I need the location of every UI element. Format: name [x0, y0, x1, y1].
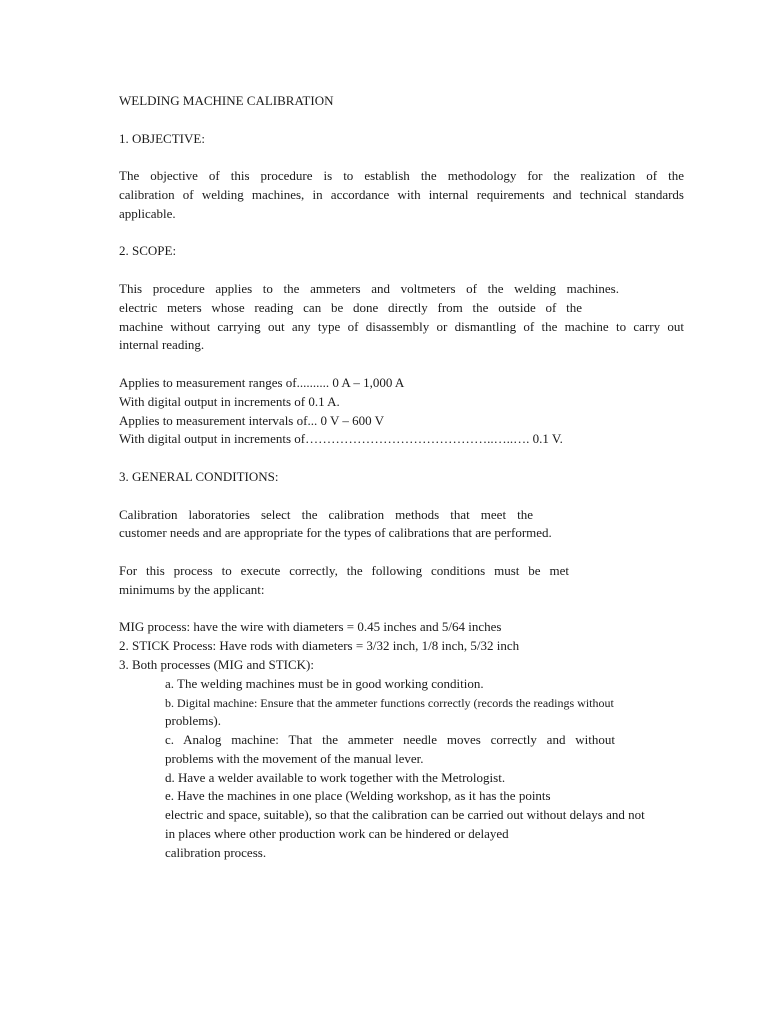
list-item-b-line-2: problems). [165, 713, 221, 729]
document-page [119, 92, 684, 863]
list-item-c-line-2: problems with the movement of the manual lever. [165, 750, 424, 766]
general-conditions-heading: 3. GENERAL CONDITIONS: [119, 468, 279, 484]
conditions-paragraph-1-line-1: Calibration laboratories select the calibration methods that meet the [119, 506, 533, 522]
conditions-paragraph-2-line-1: For this process to execute correctly, the following conditions must be met [119, 562, 569, 578]
increment-voltage: With digital output in increments of……………………………………..…..…. 0.1 V. [119, 431, 563, 447]
list-item-e-line-2: electric and space, suitable), so that the calibration can be carried out without delays and not [165, 807, 645, 823]
scope-line-2: electric meters whose reading can be done directly from the outside of the [119, 299, 582, 315]
conditions-paragraph-2-line-2: minimums by the applicant: [119, 581, 265, 597]
process-stick: 2. STICK Process: Have rods with diameters = 3/32 inch, 1/8 inch, 5/32 inch [119, 638, 520, 654]
process-mig: MIG process: have the wire with diameters = 0.45 inches and 5/64 inches [119, 619, 502, 635]
objective-line-3: applicable. [119, 205, 176, 221]
scope-line-3: machine without carrying out any type of disassembly or dismantling of the machine to carry out [119, 318, 684, 334]
process-both: 3. Both processes (MIG and STICK): [119, 656, 314, 672]
range-current: Applies to measurement ranges of.......... 0 A – 1,000 A [119, 374, 405, 390]
list-item-d: d. Have a welder available to work together with the Metrologist. [165, 769, 506, 785]
objective-line-1: The objective of this procedure is to establish the methodology for the realization of the [119, 168, 684, 184]
conditions-paragraph-1-line-2: customer needs and are appropriate for the types of calibrations that are performed. [119, 525, 552, 541]
list-item-e-line-3: in places where other production work can be hindered or delayed [165, 826, 509, 842]
document-title: WELDING MACHINE CALIBRATION [119, 93, 334, 108]
range-voltage: Applies to measurement intervals of... 0 V – 600 V [119, 412, 385, 428]
list-item-b-line-1: b. Digital machine: Ensure that the ammeter functions correctly (records the readings without [165, 695, 614, 710]
list-item-a: a. The welding machines must be in good working condition. [165, 675, 484, 691]
objective-heading: 1. OBJECTIVE: [119, 130, 205, 146]
list-item-e-line-4: calibration process. [165, 844, 267, 860]
scope-line-1: This procedure applies to the ammeters and voltmeters of the welding machines. [119, 280, 619, 296]
objective-line-2: calibration of welding machines, in accordance with internal requirements and technical standards [119, 186, 684, 202]
scope-line-4: internal reading. [119, 337, 205, 353]
increment-current: With digital output in increments of 0.1 A. [119, 393, 340, 409]
list-item-e-line-1: e. Have the machines in one place (Welding workshop, as it has the points [165, 788, 551, 804]
list-item-c-line-1: c. Analog machine: That the ammeter needle moves correctly and without [165, 732, 615, 748]
scope-heading: 2. SCOPE: [119, 243, 177, 259]
